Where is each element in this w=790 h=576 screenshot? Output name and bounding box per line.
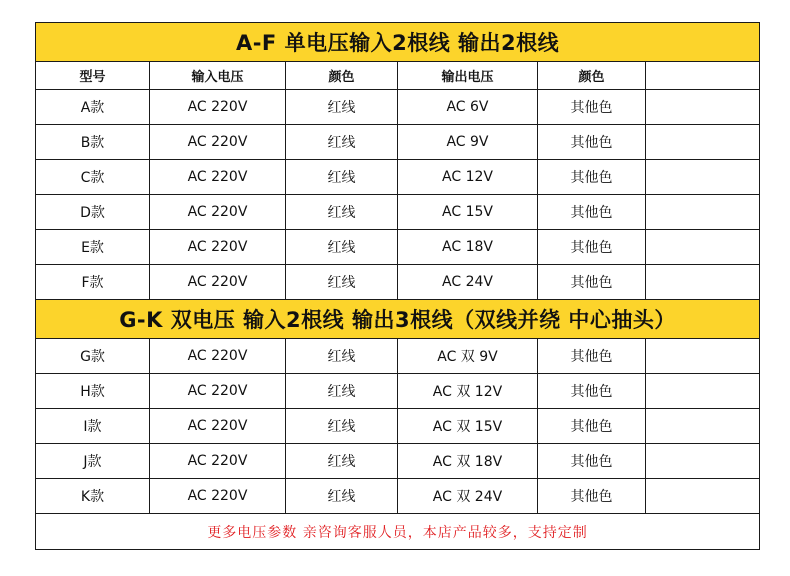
output-color-cell: 其他色 bbox=[538, 374, 646, 409]
section-a-title: A-F 单电压输入2根线 输出2根线 bbox=[36, 23, 760, 62]
spec-sheet bbox=[35, 22, 759, 550]
table-row bbox=[36, 374, 760, 409]
model-cell: D款 bbox=[36, 195, 150, 230]
output-color-cell: 其他色 bbox=[538, 160, 646, 195]
section-b-title: G-K 双电压 输入2根线 输出3根线（双线并绕 中心抽头） bbox=[36, 300, 760, 339]
model-cell: I款 bbox=[36, 409, 150, 444]
footer-note: 更多电压参数 亲咨询客服人员，本店产品较多，支持定制 bbox=[36, 514, 760, 550]
model-cell: A款 bbox=[36, 90, 150, 125]
table-row bbox=[36, 195, 760, 230]
input-color-cell: 红线 bbox=[286, 160, 398, 195]
blank-cell bbox=[646, 444, 760, 479]
blank-cell bbox=[646, 374, 760, 409]
table-row bbox=[36, 444, 760, 479]
output-voltage-cell: AC 6V bbox=[398, 90, 538, 125]
input-color-cell: 红线 bbox=[286, 90, 398, 125]
model-cell: H款 bbox=[36, 374, 150, 409]
blank-cell bbox=[646, 90, 760, 125]
input-color-cell: 红线 bbox=[286, 374, 398, 409]
input-voltage-cell: AC 220V bbox=[150, 160, 286, 195]
input-color-cell: 红线 bbox=[286, 444, 398, 479]
blank-cell bbox=[646, 125, 760, 160]
model-cell: B款 bbox=[36, 125, 150, 160]
model-cell: E款 bbox=[36, 230, 150, 265]
output-color-cell: 其他色 bbox=[538, 339, 646, 374]
header-row bbox=[36, 62, 760, 90]
input-voltage-cell: AC 220V bbox=[150, 374, 286, 409]
input-voltage-cell: AC 220V bbox=[150, 265, 286, 300]
input-voltage-cell: AC 220V bbox=[150, 444, 286, 479]
input-voltage-cell: AC 220V bbox=[150, 195, 286, 230]
input-color-cell: 红线 bbox=[286, 125, 398, 160]
output-color-cell: 其他色 bbox=[538, 444, 646, 479]
table-row bbox=[36, 230, 760, 265]
blank-cell bbox=[646, 339, 760, 374]
input-voltage-cell: AC 220V bbox=[150, 230, 286, 265]
model-cell: C款 bbox=[36, 160, 150, 195]
input-voltage-cell: AC 220V bbox=[150, 409, 286, 444]
output-voltage-cell: AC 双 15V bbox=[398, 409, 538, 444]
blank-cell bbox=[646, 409, 760, 444]
header-blank bbox=[646, 62, 760, 90]
output-color-cell: 其他色 bbox=[538, 195, 646, 230]
header-input-voltage: 输入电压 bbox=[150, 62, 286, 90]
input-color-cell: 红线 bbox=[286, 265, 398, 300]
model-cell: K款 bbox=[36, 479, 150, 514]
table-row bbox=[36, 479, 760, 514]
output-color-cell: 其他色 bbox=[538, 230, 646, 265]
output-voltage-cell: AC 双 12V bbox=[398, 374, 538, 409]
output-voltage-cell: AC 15V bbox=[398, 195, 538, 230]
input-voltage-cell: AC 220V bbox=[150, 479, 286, 514]
table-row bbox=[36, 339, 760, 374]
input-color-cell: 红线 bbox=[286, 409, 398, 444]
output-voltage-cell: AC 9V bbox=[398, 125, 538, 160]
model-cell: G款 bbox=[36, 339, 150, 374]
input-voltage-cell: AC 220V bbox=[150, 90, 286, 125]
output-voltage-cell: AC 双 24V bbox=[398, 479, 538, 514]
header-output-color: 颜色 bbox=[538, 62, 646, 90]
output-color-cell: 其他色 bbox=[538, 90, 646, 125]
input-color-cell: 红线 bbox=[286, 195, 398, 230]
output-voltage-cell: AC 18V bbox=[398, 230, 538, 265]
header-input-color: 颜色 bbox=[286, 62, 398, 90]
output-voltage-cell: AC 24V bbox=[398, 265, 538, 300]
footer-row bbox=[36, 514, 760, 550]
blank-cell bbox=[646, 195, 760, 230]
blank-cell bbox=[646, 265, 760, 300]
input-color-cell: 红线 bbox=[286, 230, 398, 265]
voltage-table bbox=[35, 22, 760, 550]
section-b-title-row bbox=[36, 300, 760, 339]
output-color-cell: 其他色 bbox=[538, 479, 646, 514]
blank-cell bbox=[646, 160, 760, 195]
output-voltage-cell: AC 双 18V bbox=[398, 444, 538, 479]
output-color-cell: 其他色 bbox=[538, 409, 646, 444]
table-row bbox=[36, 90, 760, 125]
header-output-voltage: 输出电压 bbox=[398, 62, 538, 90]
input-voltage-cell: AC 220V bbox=[150, 339, 286, 374]
blank-cell bbox=[646, 479, 760, 514]
section-a-title-row bbox=[36, 23, 760, 62]
table-row bbox=[36, 125, 760, 160]
header-model: 型号 bbox=[36, 62, 150, 90]
table-row bbox=[36, 409, 760, 444]
table-row bbox=[36, 265, 760, 300]
output-color-cell: 其他色 bbox=[538, 265, 646, 300]
input-color-cell: 红线 bbox=[286, 479, 398, 514]
blank-cell bbox=[646, 230, 760, 265]
model-cell: F款 bbox=[36, 265, 150, 300]
input-voltage-cell: AC 220V bbox=[150, 125, 286, 160]
output-voltage-cell: AC 双 9V bbox=[398, 339, 538, 374]
output-voltage-cell: AC 12V bbox=[398, 160, 538, 195]
table-row bbox=[36, 160, 760, 195]
input-color-cell: 红线 bbox=[286, 339, 398, 374]
output-color-cell: 其他色 bbox=[538, 125, 646, 160]
model-cell: J款 bbox=[36, 444, 150, 479]
